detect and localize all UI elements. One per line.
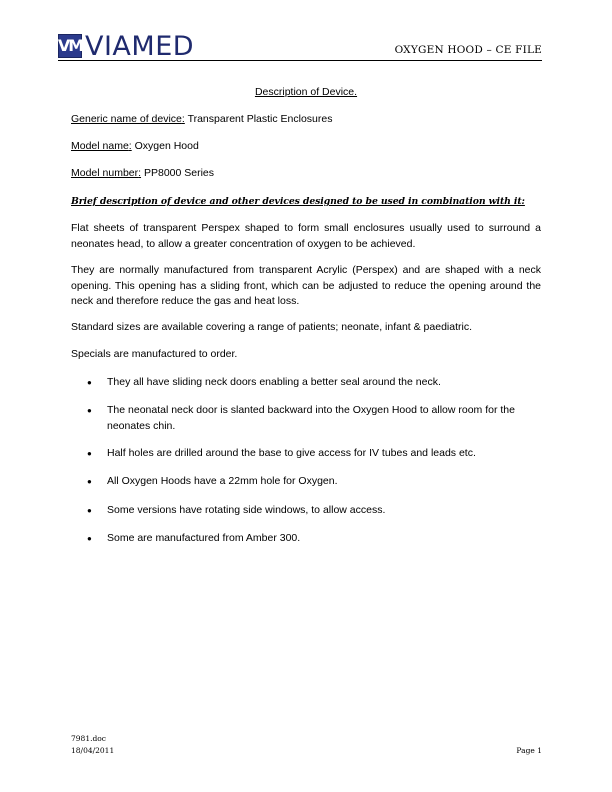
viamed-logo [57,30,195,62]
list-item: ● Half holes are drilled around the base to give access for IV tubes and leads etc. [87,446,541,462]
page-title: Description of Device. [254,86,358,98]
bullet-icon: ● [87,378,92,387]
paragraph-1: Flat sheets of transparent Perspex shaped to form small enclosures usually used to surround a neonates head, to allow a greater concentration of oxygen to be achieved. [71,222,541,250]
paragraph-4: Specials are manufactured to order. [71,348,238,360]
model-name-label: Model name [71,140,129,152]
list-item: ● The neonatal neck door is slanted backward into the Oxygen Hood to allow room for the neonates chin. [87,403,541,434]
bullet-icon: ● [87,449,92,458]
list-item: ● All Oxygen Hoods have a 22mm hole for Oxygen. [87,474,541,490]
generic-name-label: Generic name of device [71,113,182,125]
footer-date: 18/04/2011 [71,746,115,755]
logo-mark-icon: VM [58,34,82,58]
model-name-value: Oxygen Hood [134,140,199,152]
bullet-icon: ● [87,406,92,415]
list-item: ● They all have sliding neck doors enabling a better seal around the neck. [87,375,541,391]
brief-description-heading: Brief description of device and other devices designed to be used in combination with it: [71,196,525,207]
footer-page-number: Page 1 [516,746,542,755]
bullet-icon: ● [87,534,92,543]
logo-text: VIAMED [85,30,195,62]
generic-name-line: Generic name of device: Transparent Plastic Enclosures [71,113,333,125]
bullet-icon: ● [87,506,92,515]
model-name-line: Model name: Oxygen Hood [71,140,199,152]
list-item: ● Some are manufactured from Amber 300. [87,531,541,547]
footer-filename: 7981.doc [71,734,106,743]
paragraph-2: They are normally manufactured from transparent Acrylic (Perspex) and are shaped with a neck opening. This opening has a sliding front, which can be adjusted to reduce the opening around the neck and therefore reduce the gas and heat loss. [71,264,541,307]
list-item: ● Some versions have rotating side windows, to allow access. [87,503,541,519]
model-number-line: Model number: PP8000 Series [71,167,215,179]
generic-name-value: Transparent Plastic Enclosures [187,113,333,125]
header-title: OXYGEN HOOD – CE FILE [394,44,542,56]
bullet-icon: ● [87,477,92,486]
model-number-value: PP8000 Series [143,167,215,179]
header-divider [58,60,542,61]
paragraph-3: Standard sizes are available covering a range of patients; neonate, infant & paediatric. [71,321,473,333]
model-number-label: Model number [71,167,139,179]
